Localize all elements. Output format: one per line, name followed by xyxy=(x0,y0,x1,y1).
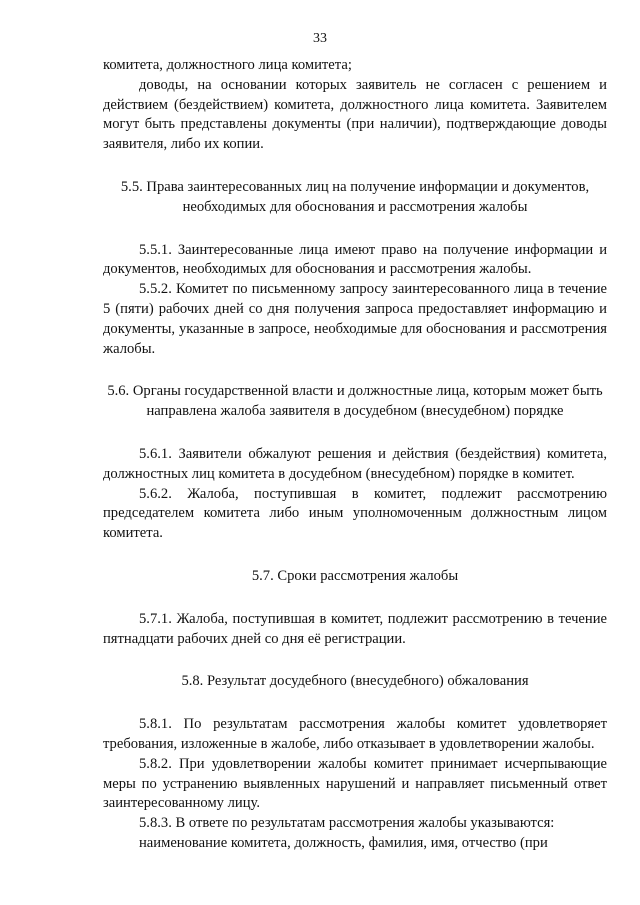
paragraph: 5.7.1. Жалоба, поступившая в комитет, подлежит рассмотрению в течение пятнадцати рабочих дней со дня её регистрации. xyxy=(103,610,607,647)
paragraph: 5.8.3. В ответе по результатам рассмотрения жалобы указываются: xyxy=(139,815,555,832)
paragraph: 5.5.1. Заинтересованные лица имеют право на получение информации и документов, необходимых для обоснования и рассмотрения жалобы. xyxy=(103,241,607,278)
paragraph: 5.8.1. По результатам рассмотрения жалобы комитет удовлетворяет требования, изложенные в жалобе, либо отказывает в удовлетворении жалобы. xyxy=(103,716,607,752)
paragraph: 5.6.1. Заявители обжалуют решения и действия (бездействия) комитета, должностных лиц комитета в досудебном (внесудебном) порядке в комитет. xyxy=(103,445,607,482)
section-heading-5-7: 5.7. Сроки рассмотрения жалобы xyxy=(251,567,459,584)
paragraph: 5.8.2. При удовлетворении жалобы комитет принимает исчерпывающие меры по устранению выявленных нарушений и направляет письменный ответ заинтересованному лицу. xyxy=(103,755,607,812)
section-heading-5-5: 5.5. Права заинтересованных лиц на получение информации и документов, необходимых для обоснования и рассмотрения жалобы xyxy=(120,178,590,215)
paragraph: 5.5.2. Комитет по письменному запросу заинтересованного лица в течение 5 (пяти) рабочих дней со дня получения запроса предоставляет информацию и документы, указанные в запросе, необходимые для обоснования и рассмотрения жалобы. xyxy=(103,281,607,357)
paragraph: комитета, должностного лица комитета; xyxy=(103,57,352,73)
section-heading-5-6: 5.6. Органы государственной власти и должностные лица, которым может быть направлена жалоба заявителя в досудебном (внесудебном) порядке xyxy=(107,383,603,420)
document-body xyxy=(103,56,607,854)
section-heading-5-8: 5.8. Результат досудебного (внесудебного) обжалования xyxy=(181,673,529,690)
paragraph: 5.6.2. Жалоба, поступившая в комитет, подлежит рассмотрению председателем комитета либо иным уполномоченным должностным лицом комитета. xyxy=(103,485,607,542)
paragraph: наименование комитета, должность, фамилия, имя, отчество (при xyxy=(139,834,548,851)
paragraph: доводы, на основании которых заявитель не согласен с решением и действием (бездействием) комитета, должностного лица комитета. Заявителем могут быть представлены документы (при наличии), подтверждающие доводы заявителя, либо их копии. xyxy=(103,76,607,153)
page-number: 33 xyxy=(313,31,327,46)
